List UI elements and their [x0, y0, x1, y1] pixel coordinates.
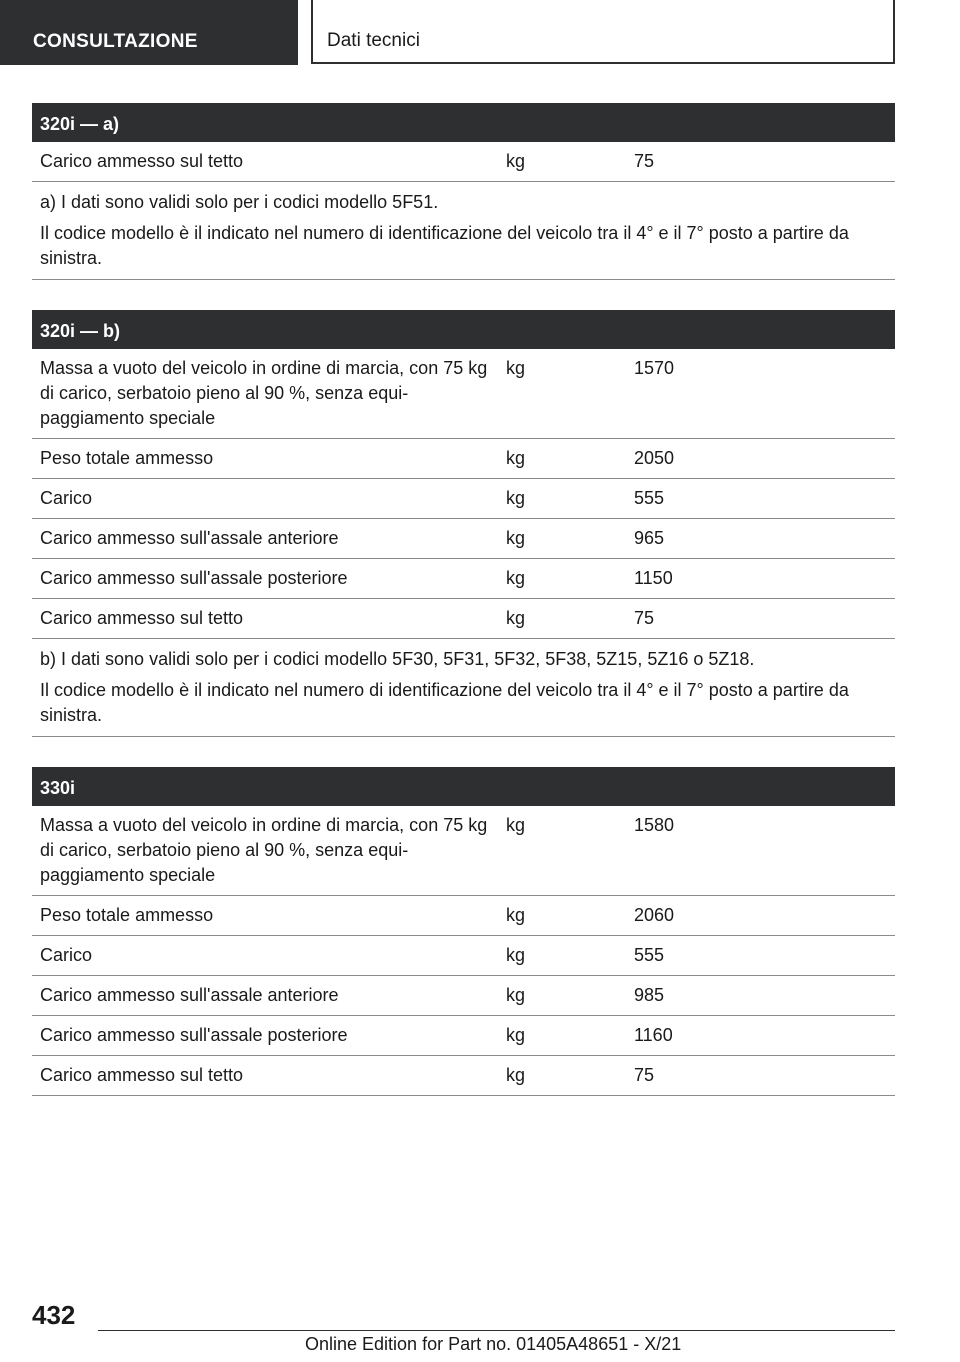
- table-row: [32, 936, 895, 976]
- spec-label: Carico: [40, 945, 93, 965]
- table-row: [32, 439, 895, 479]
- table-row: [32, 806, 895, 896]
- spec-value: 2050: [634, 448, 675, 468]
- spec-value: 1570: [634, 358, 675, 378]
- spec-label: Carico ammesso sul tetto: [40, 608, 244, 628]
- spec-unit: kg: [506, 985, 526, 1005]
- table-row: [32, 519, 895, 559]
- footer-edition: Online Edition for Part no. 01405A48651 - X/21: [305, 1334, 682, 1354]
- spec-unit: kg: [506, 448, 526, 468]
- table-row: [32, 1016, 895, 1056]
- footnote: [32, 639, 895, 737]
- spec-unit: kg: [506, 151, 526, 171]
- spec-value: 75: [634, 608, 655, 628]
- footnote-text: Il codice modello è il indicato nel numero di identificazione del veicolo tra il 4° e il 7° posto a partire da sinistra.: [40, 680, 849, 725]
- spec-unit: kg: [506, 608, 526, 628]
- spec-label: Massa a vuoto del veicolo in ordine di marcia, con 75 kg di carico, serbatoio pieno al 90 %, senza equi-paggiamento speciale: [40, 815, 488, 885]
- footnote: [32, 182, 895, 280]
- footnote-text: a) I dati sono validi solo per i codici modello 5F51.: [40, 192, 439, 212]
- table-row: [32, 559, 895, 599]
- spec-value: 555: [634, 945, 665, 965]
- spec-block: [32, 103, 895, 280]
- table-row: [32, 976, 895, 1016]
- spec-label: Carico ammesso sull'assale anteriore: [40, 528, 339, 548]
- spec-unit: kg: [506, 358, 526, 378]
- spec-content: [32, 103, 895, 1126]
- page-number: 432: [32, 1300, 76, 1330]
- spec-unit: kg: [506, 945, 526, 965]
- spec-label: Peso totale ammesso: [40, 905, 214, 925]
- spec-value: 1150: [634, 568, 673, 588]
- spec-value: 1580: [634, 815, 675, 835]
- spec-label: Carico ammesso sull'assale anteriore: [40, 985, 339, 1005]
- spec-label: Carico ammesso sul tetto: [40, 1065, 244, 1085]
- spec-unit: kg: [506, 568, 526, 588]
- spec-value: 965: [634, 528, 665, 548]
- table-row: [32, 896, 895, 936]
- spec-label: Carico ammesso sull'assale posteriore: [40, 568, 348, 588]
- spec-unit: kg: [506, 528, 526, 548]
- spec-value: 1160: [634, 1025, 673, 1045]
- spec-block-heading: 330i: [32, 767, 895, 806]
- spec-label: Massa a vuoto del veicolo in ordine di marcia, con 75 kg di carico, serbatoio pieno al 90 %, senza equi-paggiamento speciale: [40, 358, 488, 428]
- table-row: [32, 142, 895, 182]
- spec-block-heading: 320i — b): [32, 310, 895, 349]
- spec-value: 75: [634, 1065, 655, 1085]
- table-row: [32, 479, 895, 519]
- spec-value: 2060: [634, 905, 675, 925]
- spec-label: Carico ammesso sul tetto: [40, 151, 244, 171]
- spec-unit: kg: [506, 815, 526, 835]
- page-title: Dati tecnici: [311, 0, 895, 64]
- spec-label: Carico ammesso sull'assale posteriore: [40, 1025, 348, 1045]
- spec-unit: kg: [506, 488, 526, 508]
- spec-block: [32, 767, 895, 1096]
- spec-label: Carico: [40, 488, 93, 508]
- spec-unit: kg: [506, 1025, 526, 1045]
- footnote-text: Il codice modello è il indicato nel numero di identificazione del veicolo tra il 4° e il 7° posto a partire da sinistra.: [40, 223, 849, 268]
- footer-divider: [98, 1330, 895, 1331]
- table-row: [32, 349, 895, 439]
- table-row: [32, 599, 895, 639]
- spec-value: 555: [634, 488, 665, 508]
- spec-unit: kg: [506, 905, 526, 925]
- spec-block-heading: 320i — a): [32, 103, 895, 142]
- spec-label: Peso totale ammesso: [40, 448, 214, 468]
- spec-value: 75: [634, 151, 655, 171]
- section-tab: CONSULTAZIONE: [0, 0, 298, 65]
- spec-value: 985: [634, 985, 665, 1005]
- spec-block: [32, 310, 895, 737]
- table-row: [32, 1056, 895, 1096]
- footnote-text: b) I dati sono validi solo per i codici modello 5F30, 5F31, 5F32, 5F38, 5Z15, 5Z16 o 5Z18.: [40, 649, 755, 669]
- spec-unit: kg: [506, 1065, 526, 1085]
